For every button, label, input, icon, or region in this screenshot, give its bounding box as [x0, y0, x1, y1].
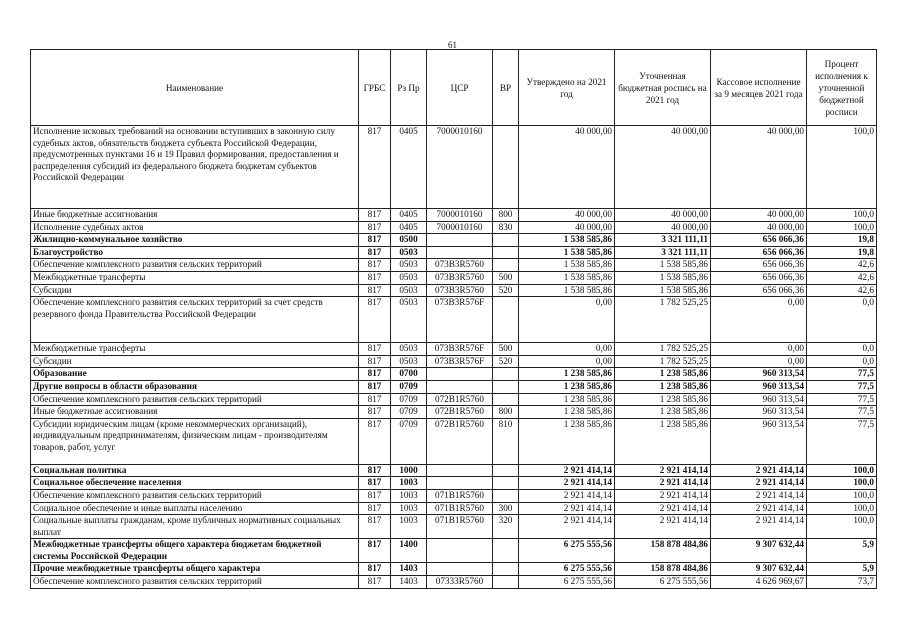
row-refined: 158 878 484,86 — [615, 539, 711, 563]
row-name: Прочие межбюджетные трансферты общего характера — [31, 563, 359, 576]
row-cash: 656 066,36 — [711, 271, 807, 284]
table-row — [31, 234, 877, 247]
row-percent: 100,0 — [807, 477, 877, 490]
row-name: Жилищно-коммунальное хозяйство — [31, 234, 359, 247]
row-grbs: 817 — [359, 368, 391, 381]
row-name: Другие вопросы в области образования — [31, 380, 359, 393]
row-rzpr: 1003 — [391, 489, 427, 502]
row-csr: 072В1R5760 — [427, 393, 493, 406]
row-approved: 2 921 414,14 — [519, 477, 615, 490]
row-approved: 0,00 — [519, 343, 615, 356]
row-name: Иные бюджетные ассигнования — [31, 209, 359, 222]
row-percent: 77,5 — [807, 380, 877, 393]
row-name: Обеспечение комплексного развития сельских территорий — [31, 393, 359, 406]
row-cash: 2 921 414,14 — [711, 464, 807, 477]
row-percent: 77,5 — [807, 368, 877, 381]
row-csr — [427, 368, 493, 381]
row-approved: 1 238 585,86 — [519, 393, 615, 406]
row-rzpr: 0503 — [391, 259, 427, 272]
row-approved: 0,00 — [519, 297, 615, 343]
row-cash: 0,00 — [711, 343, 807, 356]
row-csr: 073В3R5760 — [427, 271, 493, 284]
row-cash: 960 313,54 — [711, 380, 807, 393]
row-name: Благоустройство — [31, 246, 359, 259]
row-approved: 1 538 585,86 — [519, 234, 615, 247]
row-vr: 500 — [493, 271, 519, 284]
row-cash: 960 313,54 — [711, 393, 807, 406]
row-csr: 7000010160 — [427, 221, 493, 234]
row-vr: 800 — [493, 209, 519, 222]
row-grbs: 817 — [359, 393, 391, 406]
row-percent: 19,8 — [807, 234, 877, 247]
row-grbs: 817 — [359, 259, 391, 272]
row-vr — [493, 368, 519, 381]
row-grbs: 817 — [359, 502, 391, 515]
row-grbs: 817 — [359, 246, 391, 259]
row-grbs: 817 — [359, 284, 391, 297]
row-cash: 0,00 — [711, 297, 807, 343]
row-cash: 2 921 414,14 — [711, 477, 807, 490]
row-csr: 7000010160 — [427, 209, 493, 222]
table-row — [31, 515, 877, 539]
row-refined: 2 921 414,14 — [615, 502, 711, 515]
row-rzpr: 0503 — [391, 246, 427, 259]
row-grbs: 817 — [359, 221, 391, 234]
table-row — [31, 502, 877, 515]
row-approved: 1 238 585,86 — [519, 380, 615, 393]
row-approved: 6 275 555,56 — [519, 576, 615, 589]
row-csr — [427, 563, 493, 576]
row-csr: 073В3R5760 — [427, 284, 493, 297]
row-percent: 42,6 — [807, 259, 877, 272]
row-name: Социальное обеспечение населения — [31, 477, 359, 490]
row-cash: 9 307 632,44 — [711, 563, 807, 576]
row-csr — [427, 539, 493, 563]
row-approved: 6 275 555,56 — [519, 539, 615, 563]
row-cash: 960 313,54 — [711, 418, 807, 464]
row-grbs: 817 — [359, 563, 391, 576]
row-vr — [493, 576, 519, 589]
row-refined: 1 238 585,86 — [615, 406, 711, 419]
row-name: Образование — [31, 368, 359, 381]
row-csr: 073В3R576F — [427, 355, 493, 368]
row-name: Исполнение исковых требований на основании вступивших в законную силу судебных актов, обязательств бюджета субъекта Российской Федерации, предусмотренных пунктами 16 и 19 Правил формирования, предоставления и распределения субсидий из федерального бюджета бюджетам субъектов Российской Федерации — [31, 126, 359, 209]
row-cash: 9 307 632,44 — [711, 539, 807, 563]
row-percent: 0,0 — [807, 343, 877, 356]
row-rzpr: 1400 — [391, 539, 427, 563]
row-cash: 656 066,36 — [711, 284, 807, 297]
row-percent: 100,0 — [807, 515, 877, 539]
row-rzpr: 0700 — [391, 368, 427, 381]
row-vr: 500 — [493, 343, 519, 356]
row-percent: 77,5 — [807, 393, 877, 406]
row-refined: 40 000,00 — [615, 209, 711, 222]
row-refined: 1 782 525,25 — [615, 297, 711, 343]
table-row — [31, 355, 877, 368]
row-grbs: 817 — [359, 576, 391, 589]
row-refined: 2 921 414,14 — [615, 489, 711, 502]
row-grbs: 817 — [359, 126, 391, 209]
row-name: Межбюджетные трансферты — [31, 343, 359, 356]
row-grbs: 817 — [359, 515, 391, 539]
row-rzpr: 0709 — [391, 393, 427, 406]
header-rzpr: Рз Пр — [391, 50, 427, 126]
header-name: Наименование — [31, 50, 359, 126]
row-cash: 656 066,36 — [711, 246, 807, 259]
row-rzpr: 0709 — [391, 380, 427, 393]
row-refined: 1 782 525,25 — [615, 355, 711, 368]
row-vr — [493, 126, 519, 209]
table-row — [31, 126, 877, 209]
row-csr — [427, 234, 493, 247]
header-grbs: ГРБС — [359, 50, 391, 126]
row-csr: 071В1R5760 — [427, 489, 493, 502]
table-row — [31, 368, 877, 381]
row-rzpr: 1000 — [391, 464, 427, 477]
row-grbs: 817 — [359, 209, 391, 222]
row-rzpr: 0709 — [391, 406, 427, 419]
table-row — [31, 539, 877, 563]
row-vr: 520 — [493, 284, 519, 297]
row-grbs: 817 — [359, 539, 391, 563]
row-vr: 300 — [493, 502, 519, 515]
row-cash: 2 921 414,14 — [711, 515, 807, 539]
row-grbs: 817 — [359, 380, 391, 393]
row-approved: 2 921 414,14 — [519, 489, 615, 502]
row-refined: 1 238 585,86 — [615, 380, 711, 393]
header-vr: ВР — [493, 50, 519, 126]
table-row — [31, 576, 877, 589]
row-approved: 1 238 585,86 — [519, 368, 615, 381]
row-grbs: 817 — [359, 489, 391, 502]
row-refined: 40 000,00 — [615, 221, 711, 234]
row-rzpr: 1403 — [391, 576, 427, 589]
row-vr — [493, 477, 519, 490]
row-percent: 0,0 — [807, 355, 877, 368]
row-name: Обеспечение комплексного развития сельских территорий — [31, 576, 359, 589]
header-percent: Процент исполнения к уточненной бюджетной росписи — [807, 50, 877, 126]
table-row — [31, 284, 877, 297]
table-row — [31, 297, 877, 343]
row-csr — [427, 477, 493, 490]
row-percent: 100,0 — [807, 464, 877, 477]
budget-execution-table — [30, 49, 877, 589]
table-row — [31, 406, 877, 419]
row-name: Обеспечение комплексного развития сельских территорий — [31, 259, 359, 272]
row-name: Субсидии — [31, 355, 359, 368]
row-rzpr: 0503 — [391, 271, 427, 284]
row-name: Субсидии — [31, 284, 359, 297]
header-cash: Кассовое исполнение за 9 месяцев 2021 года — [711, 50, 807, 126]
row-percent: 77,5 — [807, 418, 877, 464]
row-refined: 1 782 525,25 — [615, 343, 711, 356]
row-percent: 77,5 — [807, 406, 877, 419]
row-vr — [493, 489, 519, 502]
row-grbs: 817 — [359, 297, 391, 343]
row-rzpr: 0709 — [391, 418, 427, 464]
row-name: Исполнение судебных актов — [31, 221, 359, 234]
row-approved: 1 538 585,86 — [519, 259, 615, 272]
row-approved: 2 921 414,14 — [519, 515, 615, 539]
page-number: 61 — [448, 40, 457, 50]
row-refined: 1 238 585,86 — [615, 368, 711, 381]
row-csr: 073В3R5760 — [427, 259, 493, 272]
row-percent: 100,0 — [807, 126, 877, 209]
row-name: Иные бюджетные ассигнования — [31, 406, 359, 419]
table-row — [31, 489, 877, 502]
table-row — [31, 393, 877, 406]
row-refined: 1 538 585,86 — [615, 271, 711, 284]
row-percent: 100,0 — [807, 209, 877, 222]
row-approved: 1 238 585,86 — [519, 418, 615, 464]
row-percent: 100,0 — [807, 489, 877, 502]
header-refined: Уточненная бюджетная роспись на 2021 год — [615, 50, 711, 126]
row-csr — [427, 464, 493, 477]
row-name: Межбюджетные трансферты — [31, 271, 359, 284]
row-csr — [427, 380, 493, 393]
row-vr — [493, 246, 519, 259]
row-vr: 830 — [493, 221, 519, 234]
row-cash: 4 626 969,67 — [711, 576, 807, 589]
row-grbs: 817 — [359, 418, 391, 464]
row-name: Социальное обеспечение и иные выплаты населению — [31, 502, 359, 515]
row-approved: 2 921 414,14 — [519, 464, 615, 477]
row-approved: 1 538 585,86 — [519, 271, 615, 284]
row-rzpr: 1003 — [391, 515, 427, 539]
row-csr: 073В3R576F — [427, 297, 493, 343]
row-csr: 7000010160 — [427, 126, 493, 209]
row-percent: 5,9 — [807, 539, 877, 563]
header-csr: ЦСР — [427, 50, 493, 126]
row-rzpr: 1403 — [391, 563, 427, 576]
row-rzpr: 0500 — [391, 234, 427, 247]
row-cash: 2 921 414,14 — [711, 489, 807, 502]
row-refined: 3 321 111,11 — [615, 246, 711, 259]
table-row — [31, 246, 877, 259]
row-refined: 2 921 414,14 — [615, 464, 711, 477]
row-approved: 1 238 585,86 — [519, 406, 615, 419]
row-rzpr: 0405 — [391, 126, 427, 209]
table-row — [31, 477, 877, 490]
table-row — [31, 271, 877, 284]
row-vr — [493, 380, 519, 393]
row-refined: 1 538 585,86 — [615, 284, 711, 297]
row-vr: 320 — [493, 515, 519, 539]
row-refined: 158 878 484,86 — [615, 563, 711, 576]
row-approved: 0,00 — [519, 355, 615, 368]
row-percent: 100,0 — [807, 221, 877, 234]
row-approved: 40 000,00 — [519, 221, 615, 234]
row-csr: 071В1R5760 — [427, 515, 493, 539]
table-row — [31, 259, 877, 272]
row-grbs: 817 — [359, 477, 391, 490]
row-vr — [493, 393, 519, 406]
row-cash: 960 313,54 — [711, 368, 807, 381]
row-refined: 2 921 414,14 — [615, 477, 711, 490]
row-name: Социальная политика — [31, 464, 359, 477]
row-name: Субсидии юридическим лицам (кроме некоммерческих организаций), индивидуальным предпринимателям, физическим лицам - производителям товаров, работ, услуг — [31, 418, 359, 464]
row-vr: 520 — [493, 355, 519, 368]
row-rzpr: 0405 — [391, 209, 427, 222]
row-vr — [493, 234, 519, 247]
row-approved: 2 921 414,14 — [519, 502, 615, 515]
header-approved: Утверждено на 2021 год — [519, 50, 615, 126]
row-vr — [493, 539, 519, 563]
row-csr: 073В3R576F — [427, 343, 493, 356]
table-row — [31, 418, 877, 464]
row-csr: 072В1R5760 — [427, 418, 493, 464]
row-refined: 6 275 555,56 — [615, 576, 711, 589]
row-name: Обеспечение комплексного развития сельских территорий — [31, 489, 359, 502]
row-vr: 810 — [493, 418, 519, 464]
row-vr — [493, 464, 519, 477]
row-refined: 2 921 414,14 — [615, 515, 711, 539]
row-grbs: 817 — [359, 271, 391, 284]
row-rzpr: 0405 — [391, 221, 427, 234]
row-refined: 1 238 585,86 — [615, 393, 711, 406]
row-name: Межбюджетные трансферты общего характера бюджетам бюджетной системы Российской Федерации — [31, 539, 359, 563]
row-vr — [493, 297, 519, 343]
row-approved: 1 538 585,86 — [519, 246, 615, 259]
row-rzpr: 1003 — [391, 477, 427, 490]
row-rzpr: 0503 — [391, 284, 427, 297]
row-grbs: 817 — [359, 343, 391, 356]
row-rzpr: 1003 — [391, 502, 427, 515]
row-rzpr: 0503 — [391, 343, 427, 356]
row-cash: 656 066,36 — [711, 234, 807, 247]
row-grbs: 817 — [359, 406, 391, 419]
row-cash: 40 000,00 — [711, 126, 807, 209]
row-name: Социальные выплаты гражданам, кроме публичных нормативных социальных выплат — [31, 515, 359, 539]
row-percent: 19,8 — [807, 246, 877, 259]
row-rzpr: 0503 — [391, 297, 427, 343]
row-percent: 42,6 — [807, 271, 877, 284]
row-percent: 100,0 — [807, 502, 877, 515]
table-row — [31, 380, 877, 393]
table-row — [31, 221, 877, 234]
row-percent: 0,0 — [807, 297, 877, 343]
row-cash: 0,00 — [711, 355, 807, 368]
row-vr: 800 — [493, 406, 519, 419]
row-cash: 960 313,54 — [711, 406, 807, 419]
table-header-row — [31, 50, 877, 126]
row-percent: 73,7 — [807, 576, 877, 589]
row-cash: 40 000,00 — [711, 221, 807, 234]
row-refined: 3 321 111,11 — [615, 234, 711, 247]
row-refined: 1 538 585,86 — [615, 259, 711, 272]
row-approved: 6 275 555,56 — [519, 563, 615, 576]
table-row — [31, 464, 877, 477]
row-csr — [427, 246, 493, 259]
table-row — [31, 209, 877, 222]
row-approved: 40 000,00 — [519, 209, 615, 222]
row-approved: 40 000,00 — [519, 126, 615, 209]
row-csr: 071В1R5760 — [427, 502, 493, 515]
row-percent: 42,6 — [807, 284, 877, 297]
row-refined: 40 000,00 — [615, 126, 711, 209]
row-rzpr: 0503 — [391, 355, 427, 368]
row-cash: 40 000,00 — [711, 209, 807, 222]
table-row — [31, 343, 877, 356]
row-csr: 072В1R5760 — [427, 406, 493, 419]
row-percent: 5,9 — [807, 563, 877, 576]
row-vr — [493, 259, 519, 272]
table-row — [31, 563, 877, 576]
row-vr — [493, 563, 519, 576]
row-grbs: 817 — [359, 234, 391, 247]
row-name: Обеспечение комплексного развития сельских территорий за счет средств резервного фонда Правительства Российской Федерации — [31, 297, 359, 343]
row-refined: 1 238 585,86 — [615, 418, 711, 464]
row-cash: 2 921 414,14 — [711, 502, 807, 515]
row-grbs: 817 — [359, 355, 391, 368]
row-csr: 07333R5760 — [427, 576, 493, 589]
row-cash: 656 066,36 — [711, 259, 807, 272]
row-grbs: 817 — [359, 464, 391, 477]
row-approved: 1 538 585,86 — [519, 284, 615, 297]
